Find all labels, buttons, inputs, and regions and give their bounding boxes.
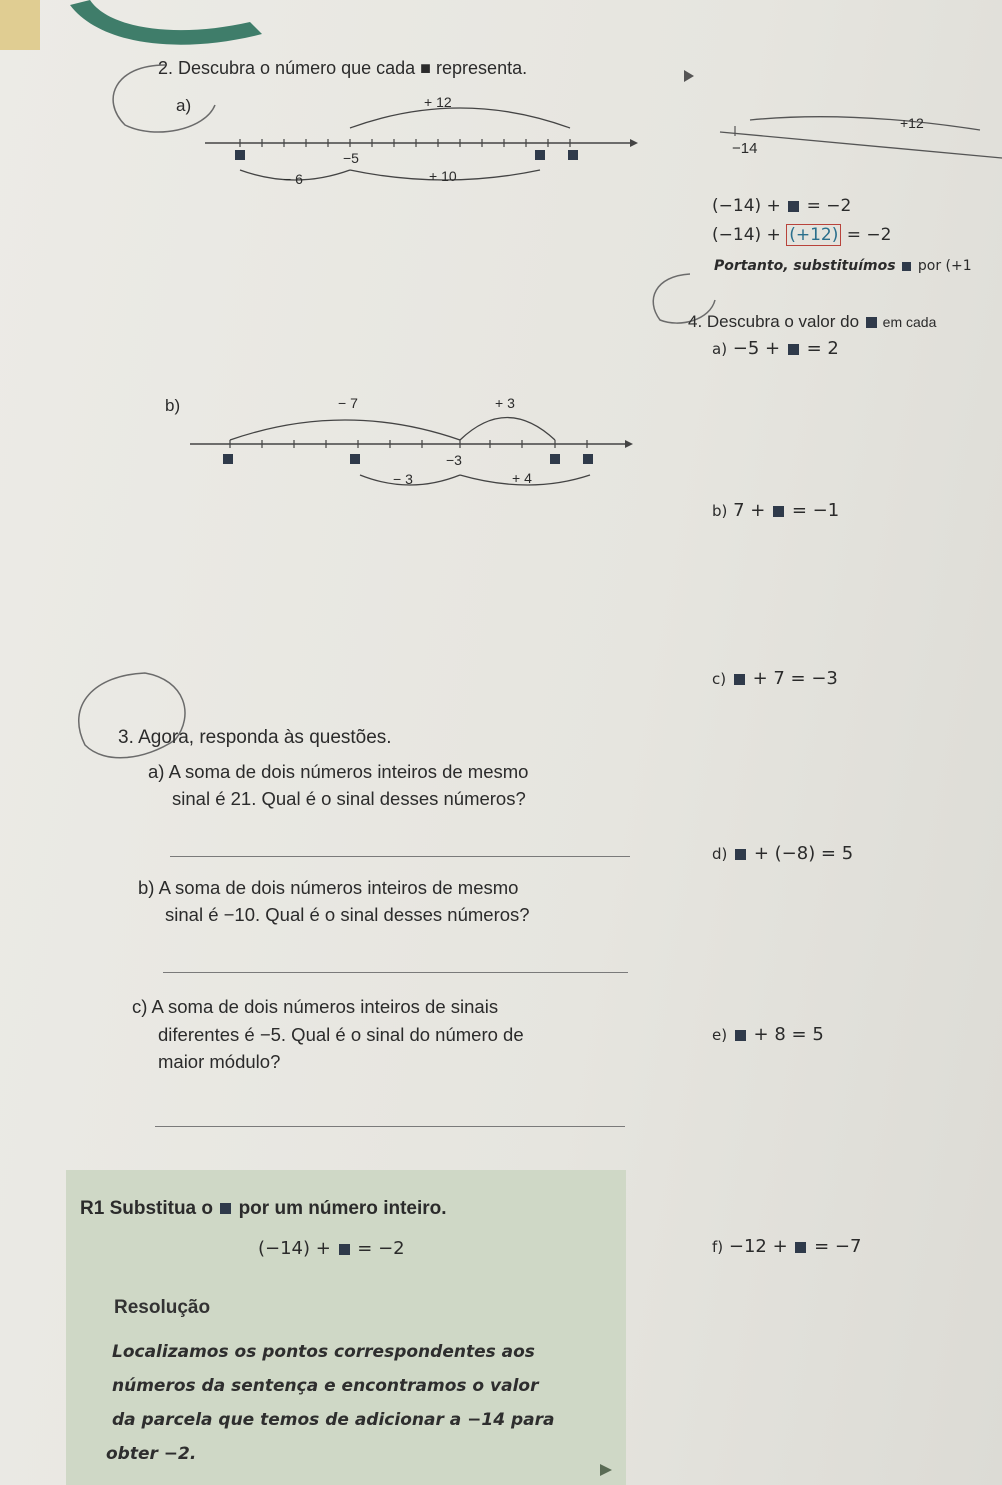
q2b-bottom-right-label: + 4	[512, 470, 532, 486]
q3c-line1: c) A soma de dois números inteiros de sinais	[132, 996, 499, 1017]
example-equation-2: (−14) + (+12) = −2	[712, 225, 892, 245]
unknown-square	[220, 1203, 231, 1214]
unknown-square	[734, 674, 745, 685]
r1-equation: (−14) + = −2	[258, 1238, 405, 1259]
example-equation-1: (−14) + = −2	[712, 196, 852, 216]
example-conclusion: Portanto, substituímos por (+1	[714, 258, 972, 274]
q2a-bottom-left-label: − 6	[283, 171, 303, 187]
unknown-square	[795, 1242, 806, 1253]
q2b-label: b)	[165, 396, 181, 415]
answer-box: (+12)	[786, 224, 841, 246]
unknown-square	[535, 150, 545, 160]
example-tick-label: −14	[732, 140, 758, 157]
example-number-line	[680, 70, 1002, 190]
q3c-line2: diferentes é −5. Qual é o sinal do número de	[158, 1024, 524, 1045]
unknown-square	[550, 454, 560, 464]
q2a-tick-label: −5	[343, 150, 359, 166]
q3b-line1: b) A soma de dois números inteiros de mesmo	[138, 877, 519, 898]
q3a-line1: a) A soma de dois números inteiros de mesmo	[148, 761, 529, 782]
q2b-top-left-arc-label: − 7	[338, 395, 358, 411]
q4-item-c: c) + 7 = −3	[712, 668, 838, 689]
q2b-tick-label: −3	[446, 452, 462, 468]
arc-top	[350, 108, 570, 128]
resolution-line: obter −2.	[106, 1444, 197, 1464]
unknown-square	[788, 201, 799, 212]
unknown-square	[788, 344, 799, 355]
q4-item-a: a) −5 + = 2	[712, 338, 839, 359]
resolution-line: da parcela que temos de adicionar a −14 para	[112, 1410, 555, 1430]
unknown-square	[568, 150, 578, 160]
q4-title: 4. Descubra o valor do em cada	[688, 312, 937, 331]
r1-title: R1 Substitua o por um número inteiro.	[80, 1198, 447, 1219]
decorative-green-stroke	[0, 0, 330, 60]
q4-item-b: b) 7 + = −1	[712, 500, 840, 521]
continue-arrow-icon	[598, 1462, 614, 1478]
q4-item-e: e) + 8 = 5	[712, 1024, 824, 1045]
unknown-square	[350, 454, 360, 464]
q4-item-f: f) −12 + = −7	[712, 1236, 862, 1257]
q2a-bottom-right-label: + 10	[429, 168, 457, 184]
unknown-square	[735, 849, 746, 860]
arc-top-right	[460, 418, 555, 441]
q2a-number-line	[200, 90, 640, 190]
q3c-line3: maior módulo?	[158, 1051, 281, 1072]
q2b-bottom-left-label: − 3	[393, 471, 413, 487]
example-arc-label: +12	[900, 115, 924, 131]
unknown-square	[773, 506, 784, 517]
resolution-line: números da sentença e encontramos o valor	[112, 1376, 539, 1396]
resolution-title: Resolução	[114, 1297, 211, 1318]
q3a-line2: sinal é 21. Qual é o sinal desses números?	[172, 788, 526, 809]
unknown-square	[866, 317, 877, 328]
unknown-square	[339, 1244, 350, 1255]
unknown-square	[235, 150, 245, 160]
unknown-square	[583, 454, 593, 464]
q3-title: 3. Agora, responda às questões.	[118, 727, 392, 748]
q3b-line2: sinal é −10. Qual é o sinal desses números?	[165, 904, 530, 925]
arc-top-left	[230, 420, 460, 440]
q2b-top-right-arc-label: + 3	[495, 395, 515, 411]
q3c-answer-line[interactable]	[155, 1126, 625, 1127]
q4-item-d: d) + (−8) = 5	[712, 843, 854, 864]
q3a-answer-line[interactable]	[170, 856, 630, 857]
arrow-marker-icon	[684, 70, 694, 82]
unknown-square	[735, 1030, 746, 1041]
unknown-square	[902, 262, 911, 271]
q2a-top-arc-label: + 12	[424, 94, 452, 110]
q2-title: 2. Descubra o número que cada ■ representa.	[158, 58, 528, 78]
q3b-answer-line[interactable]	[163, 972, 628, 973]
pencil-circle-mark	[65, 665, 205, 775]
q2a-label: a)	[176, 96, 192, 115]
resolution-line: Localizamos os pontos correspondentes aos	[112, 1342, 535, 1362]
unknown-square	[223, 454, 233, 464]
